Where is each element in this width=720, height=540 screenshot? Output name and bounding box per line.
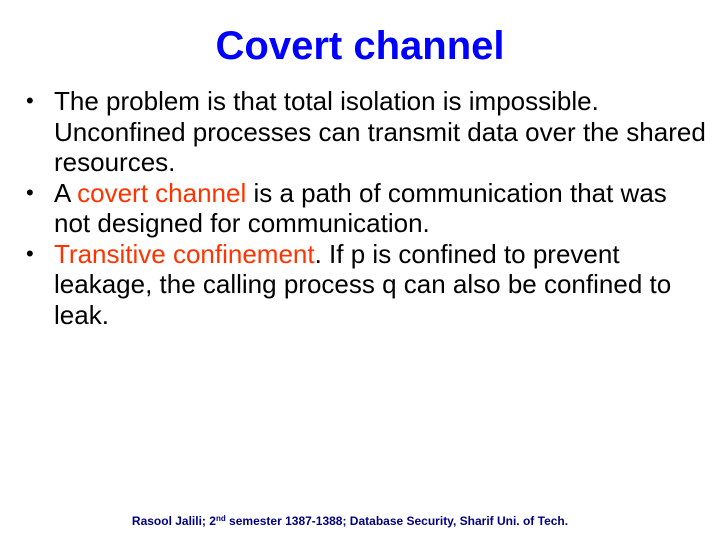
bullet-item-transitive-confinement: [26, 239, 706, 331]
bullet-list: [26, 86, 706, 330]
bullet-dot-icon: •: [26, 88, 34, 113]
bullet-text: . If p is confined to prevent leakage, the calling process q can also be confined to leak.: [54, 238, 672, 330]
footer-superscript: nd: [215, 514, 226, 523]
slide-title: Covert channel: [215, 24, 505, 68]
bullet-text: The problem is that total isolation is impossible. Unconfined processes can transmit data over the shared resources.: [54, 86, 706, 177]
footer-text-rest: semester 1387-1388; Database Security, Sharif Uni. of Tech.: [225, 514, 569, 528]
bullet-highlight: Transitive confinement: [54, 238, 315, 269]
slide-footer: [0, 513, 700, 529]
bullet-item-isolation: [26, 86, 706, 178]
bullet-item-covert-channel: [26, 178, 706, 239]
bullet-text: is a path of communication that was not designed for communication.: [54, 177, 667, 238]
bullet-highlight: covert channel: [77, 177, 247, 208]
footer-text: Rasool Jalili; 2: [131, 514, 216, 528]
bullet-dot-icon: •: [26, 240, 34, 266]
bullet-dot-icon: •: [26, 179, 34, 205]
bullet-text: A: [54, 177, 78, 208]
